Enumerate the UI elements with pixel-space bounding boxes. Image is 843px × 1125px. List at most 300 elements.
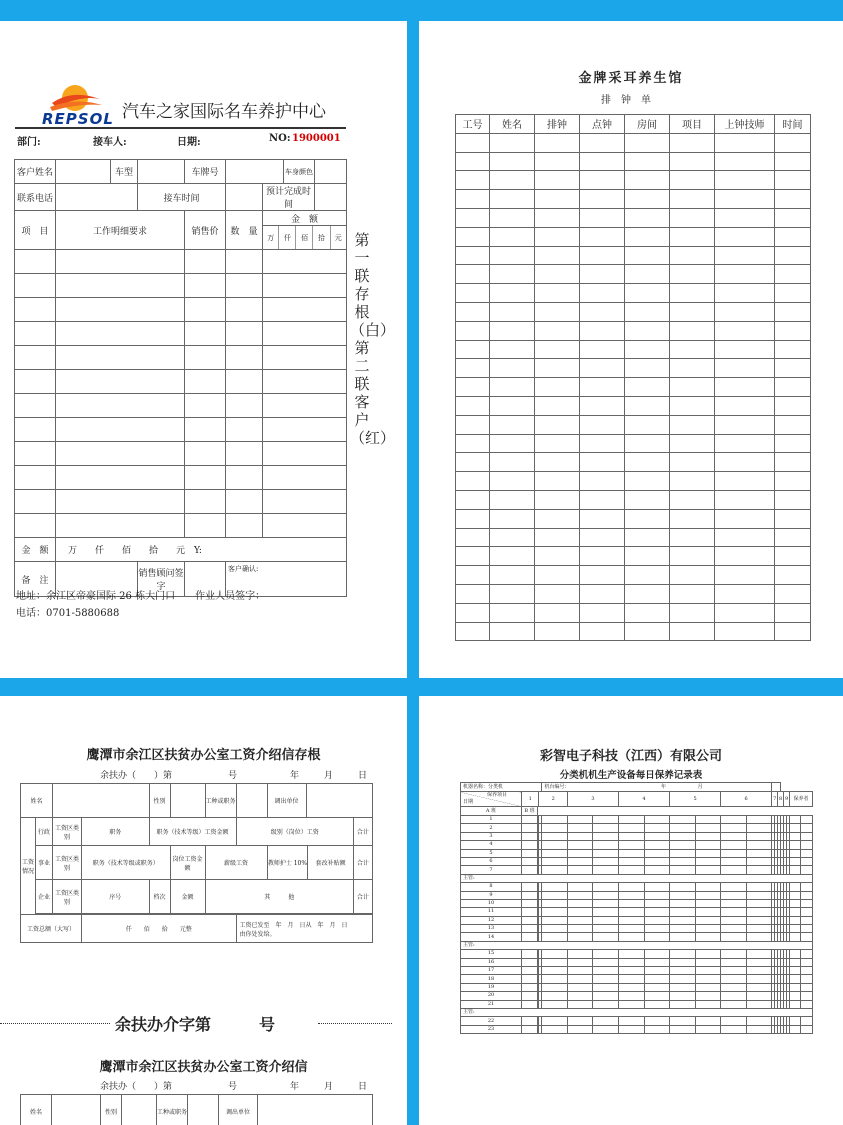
schedule-cell[interactable]	[456, 302, 490, 321]
check-cell[interactable]	[618, 983, 644, 991]
schedule-cell[interactable]	[670, 208, 715, 227]
check-cell[interactable]	[567, 908, 593, 916]
schedule-cell[interactable]	[715, 208, 775, 227]
check-cell[interactable]	[593, 866, 619, 874]
check-cell[interactable]	[593, 967, 619, 975]
schedule-cell[interactable]	[490, 378, 535, 397]
check-cell[interactable]	[618, 916, 644, 924]
schedule-cell[interactable]	[715, 321, 775, 340]
check-cell[interactable]	[695, 983, 721, 991]
schedule-cell[interactable]	[535, 434, 580, 453]
check-cell[interactable]	[522, 824, 538, 832]
schedule-cell[interactable]	[456, 396, 490, 415]
check-cell[interactable]	[618, 950, 644, 958]
schedule-cell[interactable]	[456, 528, 490, 547]
check-cell[interactable]	[695, 1025, 721, 1033]
schedule-cell[interactable]	[775, 603, 811, 622]
check-cell[interactable]	[746, 992, 772, 1000]
check-cell[interactable]	[695, 958, 721, 966]
check-cell[interactable]	[522, 983, 538, 991]
check-cell[interactable]	[721, 866, 747, 874]
schedule-cell[interactable]	[670, 603, 715, 622]
schedule-cell[interactable]	[625, 321, 670, 340]
check-cell[interactable]	[542, 883, 568, 891]
schedule-cell[interactable]	[775, 622, 811, 641]
check-cell[interactable]	[618, 992, 644, 1000]
check-cell[interactable]	[542, 849, 568, 857]
schedule-cell[interactable]	[580, 208, 625, 227]
check-cell[interactable]	[522, 992, 538, 1000]
check-cell[interactable]	[618, 933, 644, 941]
schedule-cell[interactable]	[580, 378, 625, 397]
check-cell[interactable]	[801, 899, 813, 907]
check-cell[interactable]	[644, 866, 670, 874]
schedule-cell[interactable]	[715, 152, 775, 171]
check-cell[interactable]	[644, 975, 670, 983]
check-cell[interactable]	[522, 975, 538, 983]
check-cell[interactable]	[618, 883, 644, 891]
check-cell[interactable]	[695, 916, 721, 924]
check-cell[interactable]	[721, 983, 747, 991]
check-cell[interactable]	[644, 950, 670, 958]
check-cell[interactable]	[721, 824, 747, 832]
schedule-cell[interactable]	[625, 528, 670, 547]
check-cell[interactable]	[644, 1025, 670, 1033]
schedule-cell[interactable]	[670, 453, 715, 472]
schedule-cell[interactable]	[580, 434, 625, 453]
check-cell[interactable]	[542, 967, 568, 975]
schedule-cell[interactable]	[535, 265, 580, 284]
check-cell[interactable]	[593, 958, 619, 966]
check-cell[interactable]	[721, 1000, 747, 1008]
schedule-cell[interactable]	[456, 227, 490, 246]
check-cell[interactable]	[746, 824, 772, 832]
schedule-cell[interactable]	[490, 472, 535, 491]
check-cell[interactable]	[695, 816, 721, 824]
schedule-cell[interactable]	[535, 509, 580, 528]
schedule-cell[interactable]	[625, 547, 670, 566]
schedule-cell[interactable]	[670, 434, 715, 453]
schedule-cell[interactable]	[670, 528, 715, 547]
check-cell[interactable]	[593, 950, 619, 958]
check-cell[interactable]	[593, 1017, 619, 1025]
schedule-cell[interactable]	[580, 472, 625, 491]
check-cell[interactable]	[618, 967, 644, 975]
check-cell[interactable]	[790, 816, 801, 824]
check-cell[interactable]	[801, 916, 813, 924]
schedule-cell[interactable]	[775, 340, 811, 359]
schedule-cell[interactable]	[670, 378, 715, 397]
check-cell[interactable]	[721, 849, 747, 857]
check-cell[interactable]	[522, 916, 538, 924]
check-cell[interactable]	[542, 857, 568, 865]
check-cell[interactable]	[746, 866, 772, 874]
check-cell[interactable]	[695, 891, 721, 899]
check-cell[interactable]	[618, 925, 644, 933]
schedule-cell[interactable]	[670, 284, 715, 303]
check-cell[interactable]	[801, 866, 813, 874]
check-cell[interactable]	[542, 983, 568, 991]
check-cell[interactable]	[790, 1000, 801, 1008]
check-cell[interactable]	[721, 916, 747, 924]
schedule-cell[interactable]	[775, 434, 811, 453]
check-cell[interactable]	[790, 841, 801, 849]
schedule-cell[interactable]	[535, 284, 580, 303]
schedule-cell[interactable]	[670, 584, 715, 603]
check-cell[interactable]	[670, 933, 696, 941]
check-cell[interactable]	[593, 849, 619, 857]
check-cell[interactable]	[593, 816, 619, 824]
schedule-cell[interactable]	[535, 603, 580, 622]
check-cell[interactable]	[721, 958, 747, 966]
check-cell[interactable]	[567, 857, 593, 865]
schedule-cell[interactable]	[580, 227, 625, 246]
check-cell[interactable]	[746, 925, 772, 933]
check-cell[interactable]	[618, 1017, 644, 1025]
check-cell[interactable]	[746, 883, 772, 891]
check-cell[interactable]	[522, 816, 538, 824]
schedule-cell[interactable]	[625, 584, 670, 603]
check-cell[interactable]	[721, 899, 747, 907]
schedule-cell[interactable]	[625, 396, 670, 415]
check-cell[interactable]	[670, 891, 696, 899]
schedule-cell[interactable]	[535, 133, 580, 152]
check-cell[interactable]	[522, 849, 538, 857]
check-cell[interactable]	[670, 975, 696, 983]
check-cell[interactable]	[567, 916, 593, 924]
check-cell[interactable]	[801, 992, 813, 1000]
check-cell[interactable]	[670, 841, 696, 849]
check-cell[interactable]	[618, 832, 644, 840]
schedule-cell[interactable]	[580, 603, 625, 622]
check-cell[interactable]	[670, 1025, 696, 1033]
check-cell[interactable]	[542, 891, 568, 899]
check-cell[interactable]	[695, 883, 721, 891]
check-cell[interactable]	[644, 925, 670, 933]
schedule-cell[interactable]	[535, 415, 580, 434]
check-cell[interactable]	[746, 908, 772, 916]
schedule-cell[interactable]	[715, 490, 775, 509]
check-cell[interactable]	[567, 866, 593, 874]
check-cell[interactable]	[746, 975, 772, 983]
check-cell[interactable]	[695, 908, 721, 916]
check-cell[interactable]	[542, 925, 568, 933]
schedule-cell[interactable]	[456, 472, 490, 491]
check-cell[interactable]	[721, 891, 747, 899]
check-cell[interactable]	[618, 816, 644, 824]
schedule-cell[interactable]	[535, 208, 580, 227]
check-cell[interactable]	[567, 925, 593, 933]
schedule-cell[interactable]	[715, 340, 775, 359]
check-cell[interactable]	[644, 899, 670, 907]
check-cell[interactable]	[790, 891, 801, 899]
schedule-cell[interactable]	[715, 359, 775, 378]
check-cell[interactable]	[695, 992, 721, 1000]
schedule-cell[interactable]	[715, 284, 775, 303]
check-cell[interactable]	[746, 967, 772, 975]
schedule-cell[interactable]	[535, 171, 580, 190]
check-cell[interactable]	[542, 816, 568, 824]
schedule-cell[interactable]	[580, 265, 625, 284]
check-cell[interactable]	[567, 841, 593, 849]
check-cell[interactable]	[746, 899, 772, 907]
check-cell[interactable]	[618, 841, 644, 849]
check-cell[interactable]	[522, 1000, 538, 1008]
check-cell[interactable]	[618, 824, 644, 832]
check-cell[interactable]	[801, 857, 813, 865]
schedule-cell[interactable]	[775, 453, 811, 472]
check-cell[interactable]	[670, 916, 696, 924]
schedule-cell[interactable]	[775, 246, 811, 265]
schedule-cell[interactable]	[490, 246, 535, 265]
check-cell[interactable]	[522, 1017, 538, 1025]
schedule-cell[interactable]	[580, 584, 625, 603]
check-cell[interactable]	[618, 958, 644, 966]
check-cell[interactable]	[567, 967, 593, 975]
schedule-cell[interactable]	[715, 302, 775, 321]
check-cell[interactable]	[618, 975, 644, 983]
check-cell[interactable]	[593, 925, 619, 933]
schedule-cell[interactable]	[715, 584, 775, 603]
schedule-cell[interactable]	[580, 490, 625, 509]
schedule-cell[interactable]	[580, 359, 625, 378]
check-cell[interactable]	[542, 899, 568, 907]
check-cell[interactable]	[593, 983, 619, 991]
check-cell[interactable]	[790, 908, 801, 916]
check-cell[interactable]	[695, 899, 721, 907]
check-cell[interactable]	[746, 933, 772, 941]
check-cell[interactable]	[721, 883, 747, 891]
check-cell[interactable]	[644, 1017, 670, 1025]
check-cell[interactable]	[695, 824, 721, 832]
check-cell[interactable]	[670, 832, 696, 840]
schedule-cell[interactable]	[535, 359, 580, 378]
schedule-cell[interactable]	[535, 246, 580, 265]
check-cell[interactable]	[695, 832, 721, 840]
schedule-cell[interactable]	[775, 490, 811, 509]
check-cell[interactable]	[567, 1000, 593, 1008]
schedule-cell[interactable]	[670, 415, 715, 434]
check-cell[interactable]	[790, 958, 801, 966]
schedule-cell[interactable]	[715, 509, 775, 528]
schedule-cell[interactable]	[670, 490, 715, 509]
check-cell[interactable]	[522, 866, 538, 874]
check-cell[interactable]	[644, 916, 670, 924]
schedule-cell[interactable]	[456, 321, 490, 340]
check-cell[interactable]	[567, 891, 593, 899]
schedule-cell[interactable]	[625, 302, 670, 321]
check-cell[interactable]	[695, 1017, 721, 1025]
check-cell[interactable]	[695, 866, 721, 874]
check-cell[interactable]	[542, 908, 568, 916]
check-cell[interactable]	[567, 950, 593, 958]
schedule-cell[interactable]	[775, 171, 811, 190]
check-cell[interactable]	[593, 824, 619, 832]
schedule-cell[interactable]	[775, 378, 811, 397]
schedule-cell[interactable]	[490, 284, 535, 303]
check-cell[interactable]	[542, 866, 568, 874]
check-cell[interactable]	[542, 933, 568, 941]
schedule-cell[interactable]	[490, 528, 535, 547]
schedule-cell[interactable]	[490, 566, 535, 585]
check-cell[interactable]	[593, 832, 619, 840]
check-cell[interactable]	[593, 992, 619, 1000]
check-cell[interactable]	[644, 967, 670, 975]
check-cell[interactable]	[593, 841, 619, 849]
check-cell[interactable]	[644, 933, 670, 941]
schedule-cell[interactable]	[490, 490, 535, 509]
check-cell[interactable]	[593, 933, 619, 941]
check-cell[interactable]	[644, 891, 670, 899]
schedule-cell[interactable]	[775, 227, 811, 246]
check-cell[interactable]	[790, 832, 801, 840]
schedule-cell[interactable]	[715, 528, 775, 547]
schedule-cell[interactable]	[580, 246, 625, 265]
check-cell[interactable]	[790, 824, 801, 832]
schedule-cell[interactable]	[490, 302, 535, 321]
check-cell[interactable]	[790, 992, 801, 1000]
check-cell[interactable]	[801, 824, 813, 832]
check-cell[interactable]	[790, 916, 801, 924]
check-cell[interactable]	[790, 883, 801, 891]
check-cell[interactable]	[670, 908, 696, 916]
schedule-cell[interactable]	[670, 265, 715, 284]
check-cell[interactable]	[790, 975, 801, 983]
schedule-cell[interactable]	[535, 340, 580, 359]
schedule-cell[interactable]	[775, 472, 811, 491]
schedule-cell[interactable]	[715, 415, 775, 434]
check-cell[interactable]	[522, 967, 538, 975]
schedule-cell[interactable]	[715, 547, 775, 566]
check-cell[interactable]	[644, 958, 670, 966]
check-cell[interactable]	[790, 849, 801, 857]
schedule-cell[interactable]	[715, 396, 775, 415]
schedule-cell[interactable]	[456, 622, 490, 641]
check-cell[interactable]	[790, 1017, 801, 1025]
check-cell[interactable]	[746, 1000, 772, 1008]
check-cell[interactable]	[746, 849, 772, 857]
schedule-cell[interactable]	[775, 208, 811, 227]
schedule-cell[interactable]	[580, 566, 625, 585]
check-cell[interactable]	[746, 816, 772, 824]
schedule-cell[interactable]	[535, 190, 580, 209]
check-cell[interactable]	[522, 832, 538, 840]
schedule-cell[interactable]	[775, 359, 811, 378]
check-cell[interactable]	[695, 975, 721, 983]
schedule-cell[interactable]	[456, 359, 490, 378]
schedule-cell[interactable]	[670, 396, 715, 415]
schedule-cell[interactable]	[715, 378, 775, 397]
check-cell[interactable]	[542, 958, 568, 966]
check-cell[interactable]	[670, 958, 696, 966]
check-cell[interactable]	[801, 1000, 813, 1008]
check-cell[interactable]	[593, 1000, 619, 1008]
schedule-cell[interactable]	[775, 321, 811, 340]
check-cell[interactable]	[790, 899, 801, 907]
check-cell[interactable]	[790, 933, 801, 941]
schedule-cell[interactable]	[456, 509, 490, 528]
check-cell[interactable]	[801, 983, 813, 991]
check-cell[interactable]	[695, 841, 721, 849]
schedule-cell[interactable]	[490, 171, 535, 190]
check-cell[interactable]	[593, 891, 619, 899]
check-cell[interactable]	[801, 950, 813, 958]
check-cell[interactable]	[801, 816, 813, 824]
check-cell[interactable]	[644, 841, 670, 849]
schedule-cell[interactable]	[625, 472, 670, 491]
schedule-cell[interactable]	[625, 246, 670, 265]
schedule-cell[interactable]	[580, 415, 625, 434]
schedule-cell[interactable]	[490, 603, 535, 622]
check-cell[interactable]	[644, 849, 670, 857]
schedule-cell[interactable]	[715, 434, 775, 453]
schedule-cell[interactable]	[670, 246, 715, 265]
check-cell[interactable]	[801, 975, 813, 983]
schedule-cell[interactable]	[625, 622, 670, 641]
check-cell[interactable]	[695, 950, 721, 958]
check-cell[interactable]	[644, 857, 670, 865]
check-cell[interactable]	[670, 899, 696, 907]
schedule-cell[interactable]	[670, 622, 715, 641]
check-cell[interactable]	[567, 816, 593, 824]
check-cell[interactable]	[644, 908, 670, 916]
schedule-cell[interactable]	[535, 227, 580, 246]
schedule-cell[interactable]	[490, 265, 535, 284]
schedule-cell[interactable]	[775, 152, 811, 171]
schedule-cell[interactable]	[490, 152, 535, 171]
check-cell[interactable]	[746, 891, 772, 899]
check-cell[interactable]	[644, 992, 670, 1000]
schedule-cell[interactable]	[580, 171, 625, 190]
check-cell[interactable]	[644, 883, 670, 891]
check-cell[interactable]	[670, 983, 696, 991]
check-cell[interactable]	[746, 841, 772, 849]
check-cell[interactable]	[695, 1000, 721, 1008]
schedule-cell[interactable]	[670, 171, 715, 190]
schedule-cell[interactable]	[456, 490, 490, 509]
schedule-cell[interactable]	[625, 603, 670, 622]
check-cell[interactable]	[695, 925, 721, 933]
schedule-cell[interactable]	[715, 453, 775, 472]
schedule-cell[interactable]	[456, 547, 490, 566]
check-cell[interactable]	[721, 933, 747, 941]
schedule-cell[interactable]	[580, 321, 625, 340]
schedule-cell[interactable]	[775, 509, 811, 528]
check-cell[interactable]	[593, 857, 619, 865]
schedule-cell[interactable]	[625, 284, 670, 303]
check-cell[interactable]	[522, 958, 538, 966]
schedule-cell[interactable]	[775, 396, 811, 415]
check-cell[interactable]	[593, 899, 619, 907]
schedule-cell[interactable]	[490, 208, 535, 227]
schedule-cell[interactable]	[456, 133, 490, 152]
check-cell[interactable]	[542, 824, 568, 832]
check-cell[interactable]	[522, 1025, 538, 1033]
check-cell[interactable]	[567, 1025, 593, 1033]
check-cell[interactable]	[567, 958, 593, 966]
schedule-cell[interactable]	[670, 321, 715, 340]
check-cell[interactable]	[644, 983, 670, 991]
schedule-cell[interactable]	[580, 284, 625, 303]
schedule-cell[interactable]	[580, 622, 625, 641]
check-cell[interactable]	[522, 841, 538, 849]
schedule-cell[interactable]	[625, 152, 670, 171]
schedule-cell[interactable]	[456, 603, 490, 622]
check-cell[interactable]	[790, 857, 801, 865]
check-cell[interactable]	[670, 866, 696, 874]
check-cell[interactable]	[522, 857, 538, 865]
schedule-cell[interactable]	[625, 133, 670, 152]
